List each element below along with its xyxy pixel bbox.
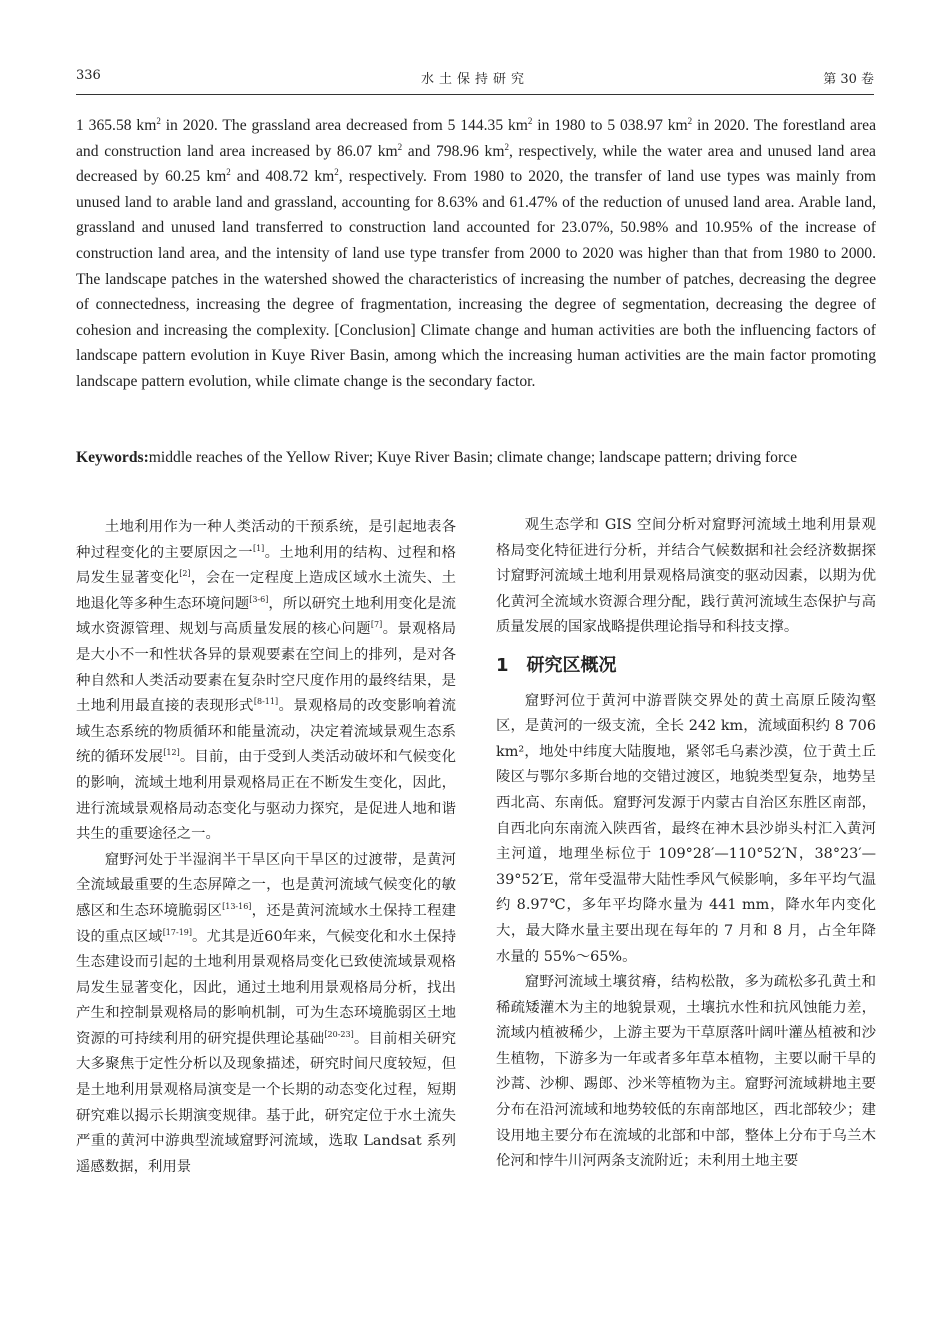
study-area-paragraph-1: 窟野河位于黄河中游晋陕交界处的黄土高原丘陵沟壑区，是黄河的一级支流，全长 242 km，流域面积约 8 706 km²，地处中纬度大陆腹地，紧邻毛乌素沙漠，位于黄土丘陵区与鄂尔多斯台地的交错过渡区，地貌类型复杂，地势呈西北高、东南低。窟野河发源于内蒙古自治区东胜区南部，自西北向东南流入陕西省，最终在神木县沙峁头村汇入黄河主河道，地理坐标位于 109°28′—110°52′N，38°23′—39°52′E，常年受温带大陆性季风气候影响，多年平均气温约 8.97℃，多年平均降水量为 441 mm，降水年内变化大，最大降水量主要出现在每年的 7 月和 8 月，占全年降水量的 55%～65%。 xyxy=(496,692,876,965)
left-column xyxy=(76,515,456,1180)
study-area-paragraph-2: 窟野河流域土壤贫瘠，结构松散，多为疏松多孔黄土和稀疏矮灌木为主的地貌景观，土壤抗水性和抗风蚀能力差，流域内植被稀少，上游主要为干草原落叶阔叶灌丛植被和沙生植物，下游多为一年或者多年草本植物，主要以耐干旱的沙蒿、沙柳、踢郎、沙米等植物为主。窟野河流域耕地主要分布在沿河流域和地势较低的东南部地区，西北部较少；建设用地主要分布在流域的北部和中部，整体上分布于乌兰木伦河和悖牛川河两条支流附近；未利用土地主要 xyxy=(496,974,876,1170)
section-number: 1 xyxy=(496,654,509,676)
intro-paragraph-3: 观生态学和 GIS 空间分析对窟野河流域土地利用景观格局变化特征进行分析，并结合气候数据和社会经济数据探讨窟野河流域土地利用景观格局演变的驱动因素，以期为优化黄河全流域水资源合理分配，践行黄河流域生态保护与高质量发展的国家战略提供理论指导和科技支撑。 xyxy=(496,517,876,636)
section-heading xyxy=(496,653,876,679)
keywords-text: middle reaches of the Yellow River; Kuye River Basin; climate change; landscape pattern; driving force xyxy=(148,449,798,466)
page-number: 336 xyxy=(76,68,101,83)
right-column xyxy=(496,513,876,1175)
journal-name: 水土保持研究 xyxy=(420,72,529,87)
keywords xyxy=(76,445,876,471)
keywords-label: Keywords: xyxy=(76,449,149,466)
page-header xyxy=(76,68,874,90)
intro-paragraph-1: 土地利用作为一种人类活动的干预系统，是引起地表各种过程变化的主要原因之一[1]。土地利用的结构、过程和格局发生显著变化[2]，会在一定程度上造成区域水土流失、土地退化等多种生态环境问题[3-6]，所以研究土地利用变化是流域水资源管理、规划与高质量发展的核心问题[7]。景观格局是大小不一和性状各异的景观要素在空间上的排列，是对各种自然和人类活动要素在复杂时空尺度作用的最终结果，是土地利用最直接的表现形式[8-11]。景观格局的改变影响着流域生态系统的物质循环和能量流动，决定着流域景观生态系统的循环发展[12]。目前，由于受到人类活动破坏和气候变化的影响，流域土地利用景观格局正在不断发生变化，因此，进行流域景观格局动态变化与驱动力探究，是促进人地和谐共生的重要途径之一。 xyxy=(76,519,456,843)
header-rule xyxy=(76,94,874,95)
intro-paragraph-2: 窟野河处于半湿润半干旱区向干旱区的过渡带，是黄河全流域最重要的生态屏障之一，也是黄河流域气候变化的敏感区和生态环境脆弱区[13-16]，还是黄河流域水土保持工程建设的重点区域[17-19]。尤其是近60年来，气候变化和水土保持生态建设而引起的土地利用景观格局变化已致使流域景观格局发生显著变化，因此，通过土地利用景观格局分析，找出产生和控制景观格局的影响机制，可为生态环境脆弱区土地资源的可持续利用的研究提供理论基础[20-23]。目前相关研究大多聚焦于定性分析以及现象描述，研究时间尺度较短，但是土地利用景观格局演变是一个长期的动态变化过程，短期研究难以揭示长期演变规律。基于此，研究定位于水土流失严重的黄河中游典型流域窟野河流域，选取 Landsat 系列遥感数据，利用景 xyxy=(76,851,456,1175)
section-title: 研究区概况 xyxy=(526,654,617,676)
english-abstract: 1 365.58 $km^2$ in 2020. The grassland area decreased from 5 144.35 $km^2$ in 1980 to 5 038.97 $km^2$ in 2020. The forestland area and construction land area increased by 86.07 $km^2$ and 798.96 $km^2$, respectively, while the water area and unused land area decreased by 60.25 $km^2$ and 408.72 $km^2$, respectively. From 1980 to 2020, the transfer of land use types was mainly from unused land to arable land and grassland, accounting for 8.63% and 61.47% of the reduction of unused land area. Arable land, grassland and unused land transferred to construction land accounted for 23.07%, 50.98% and 10.95% of the increase of construction land area, and the intensity of land use type transfer from 2000 to 2020 was higher than that from 1980 to 2000. The landscape patches in the watershed showed the characteristics of increasing the number of patches, decreasing the degree of connectedness, increasing the degree of fragmentation, increasing the degree of segmentation, decreasing the degree of cohesion and increasing the complexity. [Conclusion] Climate change and human activities are both the influencing factors of landscape pattern evolution in Kuye River Basin, among which the increasing human activities are the main factor promoting landscape pattern evolution, while climate change is the secondary factor. xyxy=(76,115,876,390)
volume-label: 第 30 卷 xyxy=(823,72,874,87)
